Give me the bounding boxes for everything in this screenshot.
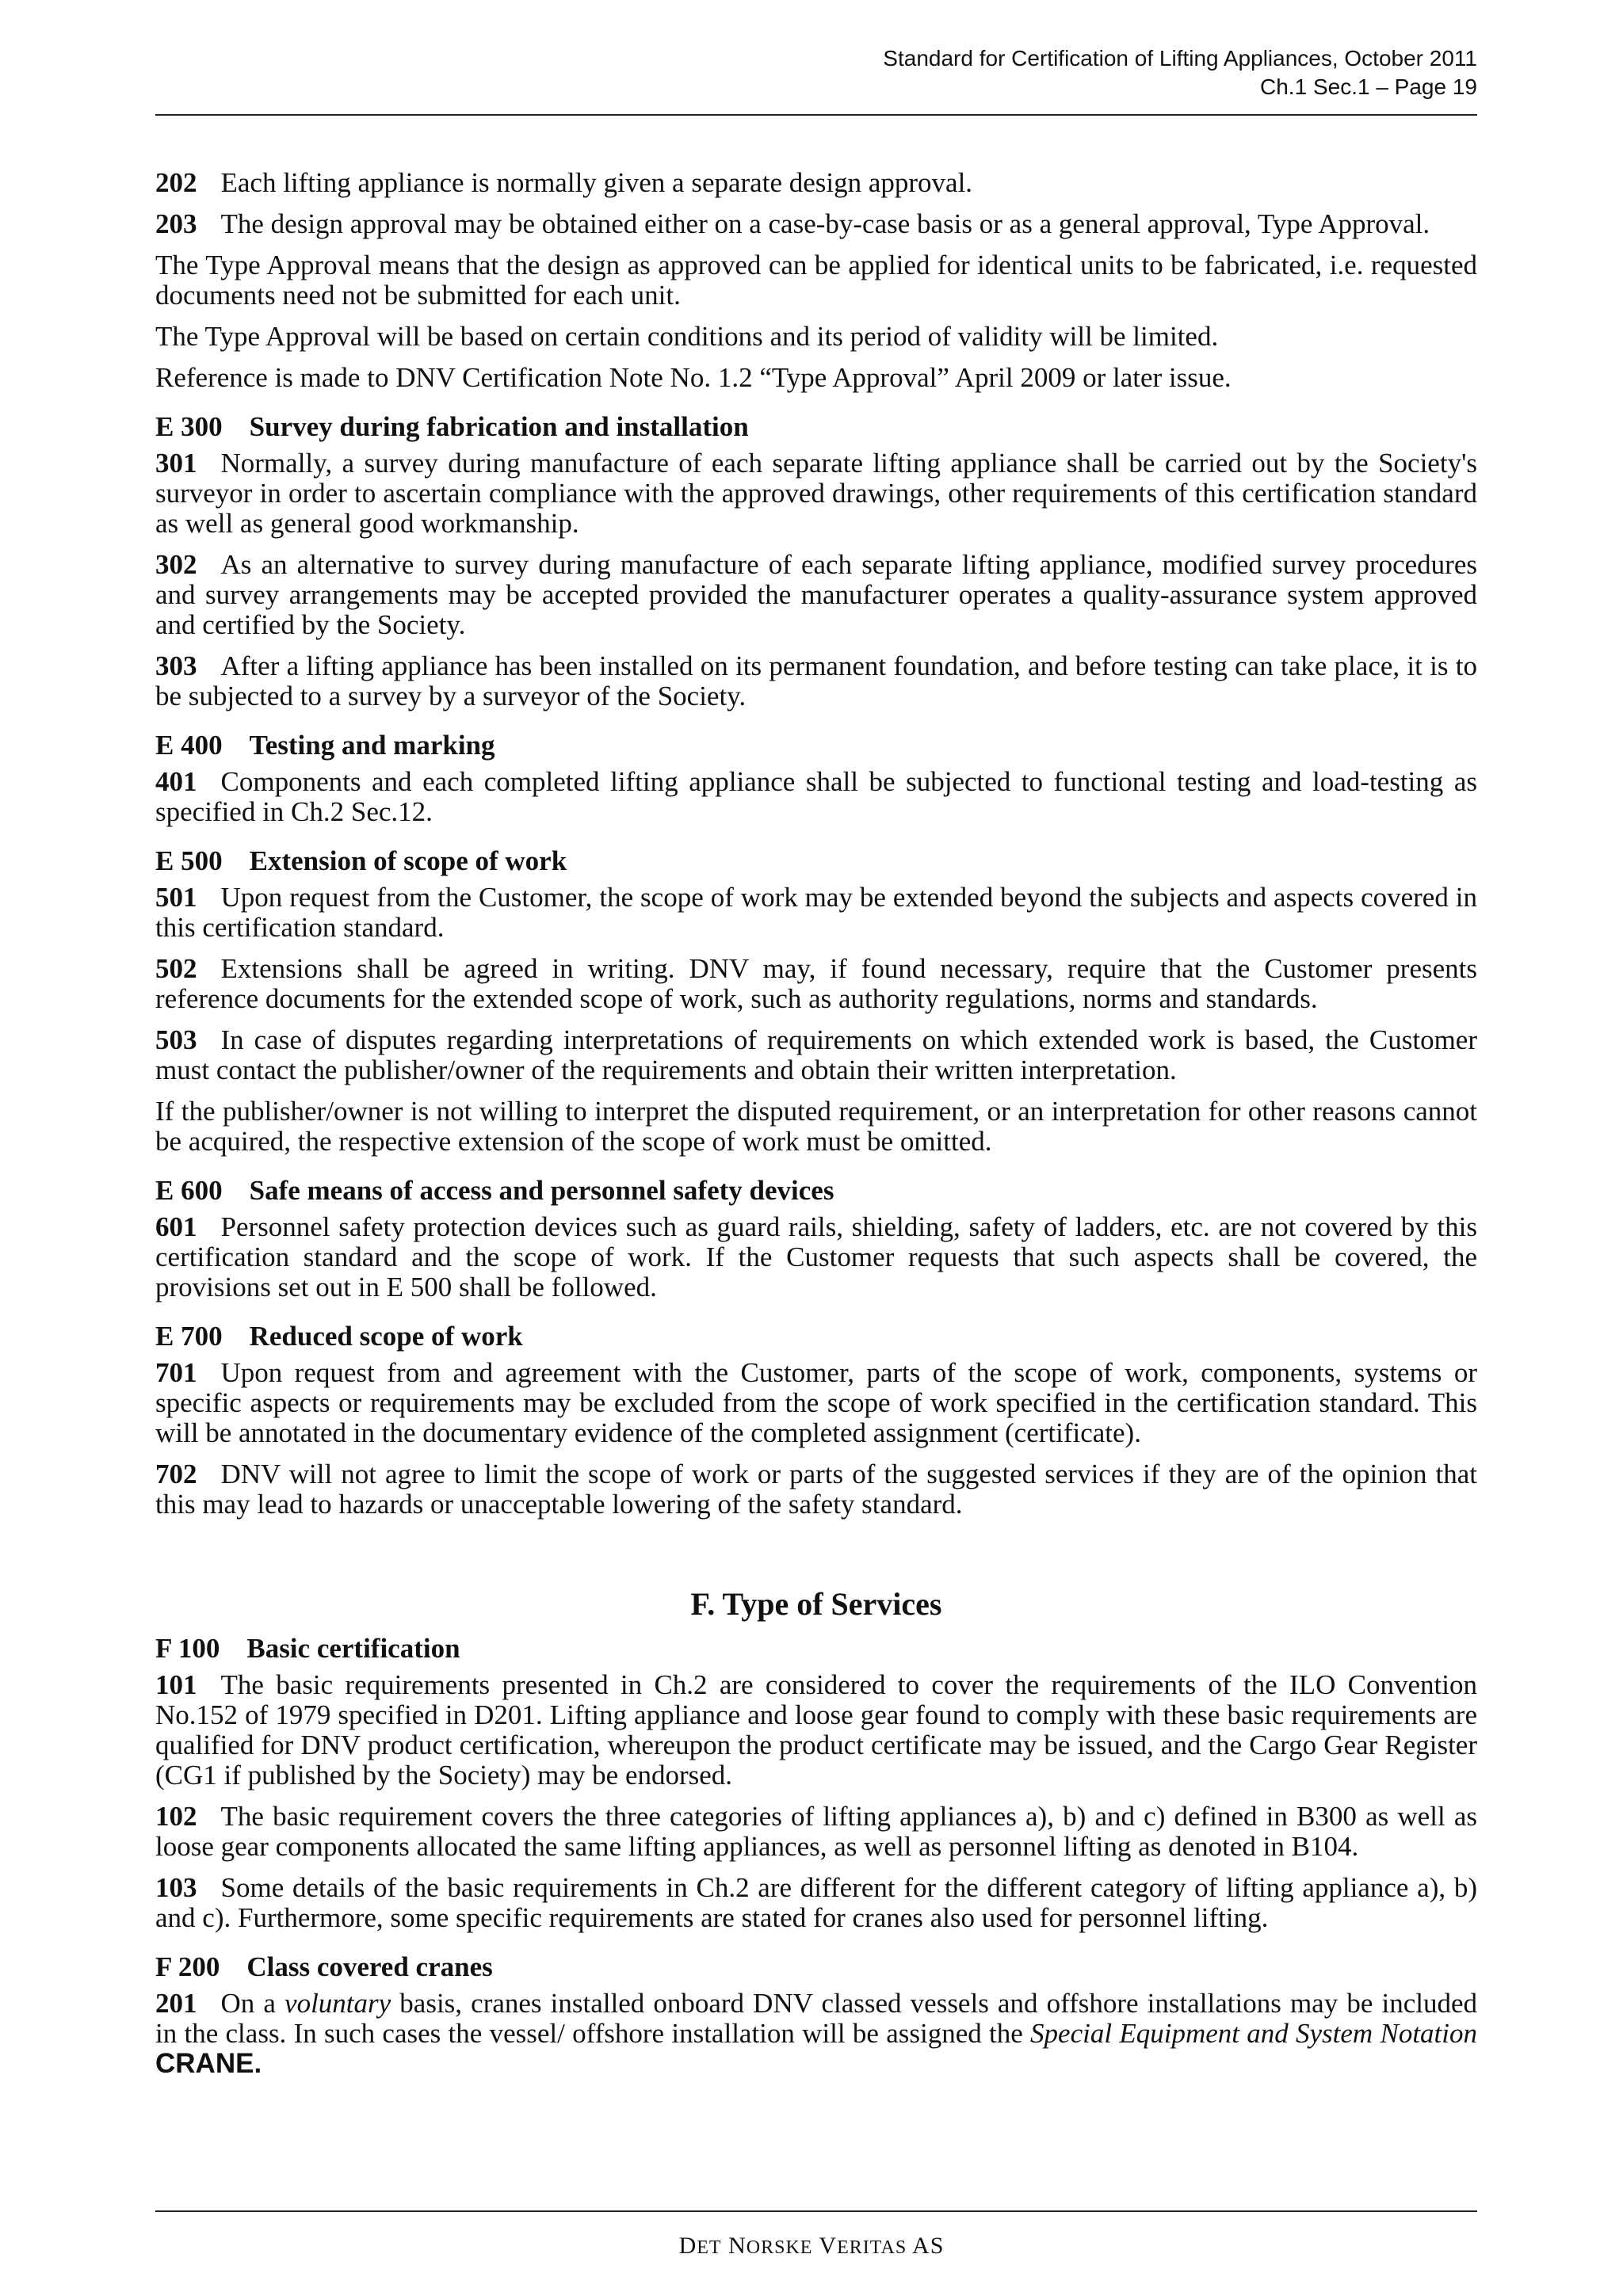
- section-heading-e600: [155, 1176, 1477, 1206]
- paragraph-number: 501: [155, 882, 197, 913]
- paragraph-text: DNV will not agree to limit the scope of work or parts of the suggested services if they are of the opinion that this may lead to hazards or unacceptable lowering of the safety standard.: [155, 1459, 1477, 1520]
- paragraph-303: [155, 651, 1477, 711]
- paragraph-number: 401: [155, 766, 197, 797]
- paragraph-301: [155, 448, 1477, 539]
- notation-crane: CRANE.: [155, 2048, 262, 2079]
- paragraph-701: [155, 1358, 1477, 1448]
- paragraph-text: The Type Approval means that the design as approved can be applied for identical units to be fabricated, i.e. requested documents need not be submitted for each unit.: [155, 250, 1477, 311]
- paragraph-501: [155, 883, 1477, 943]
- paragraph-number: 202: [155, 167, 197, 198]
- paragraph-number: 303: [155, 650, 197, 681]
- paragraph-text: basis, cranes installed onboard DNV classed vessels and offshore installations may be included in the class. In such cases the vessel/ offshore installation will be assigned the: [155, 1988, 1477, 2049]
- section-heading-e700: [155, 1322, 1477, 1352]
- paragraph-f101: [155, 1670, 1477, 1791]
- running-header: [883, 44, 1477, 101]
- section-title: Extension of scope of work: [249, 845, 567, 876]
- paragraph-503: [155, 1025, 1477, 1085]
- footer-text: DET NORSKE VERITAS AS: [678, 2233, 945, 2259]
- paragraph-f102: [155, 1802, 1477, 1862]
- paragraph-f103: [155, 1873, 1477, 1933]
- chapter-heading: F. Type of Services: [690, 1586, 942, 1622]
- section-title: Testing and marking: [249, 730, 495, 761]
- header-page-ref: Ch.1 Sec.1 – Page 19: [1260, 74, 1477, 99]
- section-number: E 300: [155, 411, 223, 442]
- section-number: E 400: [155, 730, 223, 761]
- paragraph-text: In case of disputes regarding interpretations of requirements on which extended work is based, the Customer must contact the publisher/owner of the requirements and obtain their written interpretation.: [155, 1024, 1477, 1085]
- paragraph-text: Upon request from and agreement with the Customer, parts of the scope of work, components, systems or specific aspects or requirements may be excluded from the scope of work specified in the certification standard. This will be annotated in the documentary evidence of the completed assignment (certificate).: [155, 1357, 1477, 1448]
- section-title: Survey during fabrication and installation: [249, 411, 749, 442]
- paragraph-text: Reference is made to DNV Certification Note No. 1.2 “Type Approval” April 2009 or later issue.: [155, 362, 1232, 393]
- paragraph-302: [155, 550, 1477, 640]
- paragraph-number: 302: [155, 549, 197, 580]
- paragraph-202: [155, 168, 1477, 198]
- header-rule: [155, 114, 1477, 116]
- emphasis-text: voluntary: [285, 1988, 391, 2019]
- paragraph-text: The basic requirements presented in Ch.2 are considered to cover the requirements of the ILO Convention No.152 of 1979 specified in D201. Lifting appliance and loose gear found to comply with these basic requirements are qualified for DNV product certification, whereupon the product certificate may be issued, and the Cargo Gear Register (CG1 if published by the Society) may be endorsed.: [155, 1669, 1477, 1791]
- section-number: F 200: [155, 1951, 220, 1982]
- paragraph-203: [155, 209, 1477, 239]
- paragraph-502: [155, 954, 1477, 1014]
- paragraph-text: Each lifting appliance is normally given a separate design approval.: [220, 167, 973, 198]
- paragraph-text: Personnel safety protection devices such as guard rails, shielding, safety of ladders, etc. are not covered by this certification standard and the scope of work. If the Customer requests that such aspects shall be covered, the provisions set out in E 500 shall be followed.: [155, 1211, 1477, 1302]
- paragraph-number: 203: [155, 208, 197, 239]
- section-title: Basic certification: [246, 1633, 460, 1664]
- paragraph-text: The basic requirement covers the three categories of lifting appliances a), b) and c) defined in B300 as well as loose gear components allocated the same lifting appliances, as well as personnel lifting as denoted in B104.: [155, 1801, 1477, 1862]
- paragraph-text: Components and each completed lifting appliance shall be subjected to functional testing and load-testing as specified in Ch.2 Sec.12.: [155, 766, 1477, 827]
- paragraph-401: [155, 767, 1477, 827]
- section-heading-e500: [155, 846, 1477, 876]
- paragraph-number: 502: [155, 953, 197, 984]
- paragraph-601: [155, 1212, 1477, 1302]
- paragraph-number: 103: [155, 1872, 197, 1903]
- paragraph-text: Some details of the basic requirements in Ch.2 are different for the different category of lifting appliance a), b) and c). Furthermore, some specific requirements are stated for cranes also used for personnel lifting.: [155, 1872, 1477, 1933]
- footer-rule: [155, 2210, 1477, 2212]
- header-title: Standard for Certification of Lifting Appliances, October 2011: [883, 46, 1477, 71]
- section-number: E 600: [155, 1175, 223, 1206]
- page-footer: [0, 2233, 1623, 2260]
- page-body: [155, 168, 1477, 2090]
- paragraph-number: 601: [155, 1211, 197, 1242]
- paragraph-text: The Type Approval will be based on certain conditions and its period of validity will be limited.: [155, 321, 1219, 352]
- section-title: Safe means of access and personnel safety devices: [249, 1175, 834, 1206]
- paragraph-number: 301: [155, 448, 197, 479]
- paragraph-text: Upon request from the Customer, the scope of work may be extended beyond the subjects and aspects covered in this certification standard.: [155, 882, 1477, 943]
- section-number: F 100: [155, 1633, 220, 1664]
- paragraph-number: 701: [155, 1357, 197, 1388]
- section-title: Class covered cranes: [246, 1951, 493, 1982]
- paragraph-number: 101: [155, 1669, 197, 1700]
- notation-name: Special Equipment and System Notation: [1030, 2018, 1477, 2049]
- paragraph-text: Normally, a survey during manufacture of each separate lifting appliance shall be carried out by the Society's surveyor in order to ascertain compliance with the approved drawings, other requirements of this certification standard as well as general good workmanship.: [155, 448, 1477, 539]
- section-heading-e300: [155, 412, 1477, 442]
- paragraph-text: The design approval may be obtained either on a case-by-case basis or as a general approval, Type Approval.: [220, 208, 1430, 239]
- paragraph-text: As an alternative to survey during manufacture of each separate lifting appliance, modified survey procedures and survey arrangements may be accepted provided the manufacturer operates a quality-assurance system approved and certified by the Society.: [155, 549, 1477, 640]
- paragraph-702: [155, 1459, 1477, 1520]
- section-number: E 700: [155, 1321, 223, 1352]
- section-heading-f100: [155, 1634, 1477, 1664]
- section-number: E 500: [155, 845, 223, 876]
- paragraph-f201: [155, 1989, 1477, 2079]
- section-title: Reduced scope of work: [249, 1321, 523, 1352]
- section-heading-f200: [155, 1952, 1477, 1982]
- section-heading-e400: [155, 730, 1477, 761]
- paragraph-number: 702: [155, 1459, 197, 1489]
- paragraph-text: If the publisher/owner is not willing to interpret the disputed requirement, or an interpretation for other reasons cannot be acquired, the respective extension of the scope of work must be omitted.: [155, 1096, 1477, 1157]
- paragraph-text: Extensions shall be agreed in writing. DNV may, if found necessary, require that the Customer presents reference documents for the extended scope of work, such as authority regulations, norms and standards.: [155, 953, 1477, 1014]
- paragraph-text: After a lifting appliance has been installed on its permanent foundation, and before testing can take place, it is to be subjected to a survey by a surveyor of the Society.: [155, 650, 1477, 711]
- paragraph-number: 102: [155, 1801, 197, 1832]
- paragraph-text: On a: [220, 1988, 285, 2019]
- paragraph-number: 503: [155, 1024, 197, 1055]
- paragraph-number: 201: [155, 1988, 197, 2019]
